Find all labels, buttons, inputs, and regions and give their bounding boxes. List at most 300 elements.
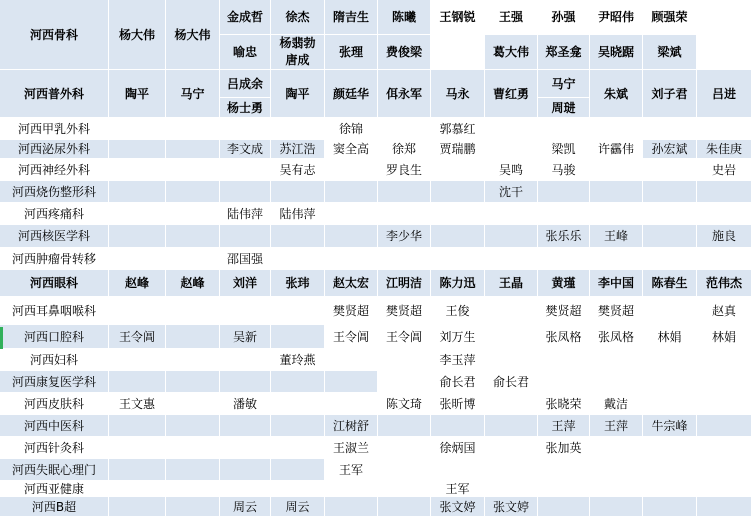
schedule-cell[interactable] xyxy=(325,140,378,159)
schedule-cell[interactable] xyxy=(697,415,752,437)
schedule-cell[interactable] xyxy=(220,349,271,371)
schedule-cell[interactable] xyxy=(378,415,431,437)
schedule-cell[interactable] xyxy=(378,118,431,140)
schedule-cell[interactable] xyxy=(431,497,485,517)
schedule-cell[interactable] xyxy=(109,371,166,393)
department-cell[interactable] xyxy=(0,181,109,203)
schedule-cell[interactable] xyxy=(109,297,166,325)
schedule-cell[interactable] xyxy=(325,481,378,497)
schedule-cell[interactable] xyxy=(220,325,271,349)
schedule-cell[interactable] xyxy=(485,393,538,415)
schedule-cell[interactable] xyxy=(325,248,378,270)
schedule-cell[interactable] xyxy=(378,248,431,270)
row-marker xyxy=(0,327,3,349)
schedule-cell[interactable] xyxy=(271,371,325,393)
schedule-cell[interactable] xyxy=(485,203,538,225)
schedule-cell[interactable] xyxy=(485,0,538,35)
schedule-cell[interactable] xyxy=(431,181,485,203)
schedule-cell[interactable] xyxy=(325,159,378,181)
schedule-cell[interactable] xyxy=(697,393,752,415)
schedule-cell[interactable] xyxy=(431,415,485,437)
schedule-cell[interactable] xyxy=(697,437,752,459)
schedule-cell[interactable] xyxy=(166,203,220,225)
schedule-cell[interactable] xyxy=(166,437,220,459)
schedule-cell[interactable] xyxy=(485,118,538,140)
schedule-cell[interactable] xyxy=(431,0,485,35)
schedule-cell[interactable] xyxy=(697,270,752,297)
schedule-cell[interactable] xyxy=(220,118,271,140)
schedule-cell[interactable] xyxy=(109,70,166,118)
schedule-cell[interactable] xyxy=(538,437,590,459)
schedule-cell[interactable] xyxy=(485,437,538,459)
schedule-cell[interactable] xyxy=(220,35,271,70)
schedule-cell[interactable] xyxy=(643,415,697,437)
schedule-cell[interactable] xyxy=(697,118,752,140)
schedule-cell[interactable] xyxy=(538,70,590,98)
schedule-cell[interactable] xyxy=(378,297,431,325)
doctor-name: 苏江浩 xyxy=(279,142,316,156)
schedule-cell[interactable] xyxy=(325,437,378,459)
schedule-cell[interactable] xyxy=(538,181,590,203)
schedule-cell[interactable] xyxy=(643,393,697,415)
schedule-cell[interactable] xyxy=(643,270,697,297)
schedule-cell[interactable] xyxy=(538,459,590,481)
schedule-cell[interactable] xyxy=(485,270,538,297)
schedule-cell[interactable] xyxy=(325,270,378,297)
schedule-cell[interactable] xyxy=(166,159,220,181)
schedule-cell[interactable] xyxy=(485,70,538,118)
department-cell[interactable] xyxy=(0,437,109,459)
schedule-cell[interactable] xyxy=(109,270,166,297)
schedule-cell[interactable] xyxy=(431,248,485,270)
schedule-cell[interactable] xyxy=(109,225,166,248)
schedule-cell[interactable] xyxy=(109,497,166,517)
schedule-cell[interactable] xyxy=(697,159,752,181)
schedule-cell[interactable] xyxy=(325,297,378,325)
schedule-cell[interactable] xyxy=(166,497,220,517)
schedule-cell[interactable] xyxy=(697,459,752,481)
schedule-cell[interactable] xyxy=(378,140,431,159)
schedule-cell[interactable] xyxy=(590,248,643,270)
schedule-cell[interactable] xyxy=(431,270,485,297)
schedule-cell[interactable] xyxy=(643,70,697,118)
schedule-cell[interactable] xyxy=(220,159,271,181)
schedule-cell[interactable] xyxy=(378,371,431,393)
department-cell[interactable] xyxy=(0,415,109,437)
department-cell[interactable] xyxy=(0,371,109,393)
schedule-cell[interactable] xyxy=(271,325,325,349)
schedule-cell[interactable] xyxy=(378,349,431,371)
schedule-cell[interactable] xyxy=(109,481,166,497)
schedule-cell[interactable] xyxy=(697,70,752,118)
schedule-cell[interactable] xyxy=(166,371,220,393)
schedule-cell[interactable] xyxy=(271,35,325,70)
schedule-cell[interactable] xyxy=(109,118,166,140)
doctor-name: 史岩 xyxy=(711,162,736,177)
schedule-cell[interactable] xyxy=(697,297,752,325)
schedule-cell[interactable] xyxy=(485,297,538,325)
doctor-name: 吴鸣 xyxy=(498,162,523,177)
schedule-cell[interactable] xyxy=(431,70,485,118)
schedule-cell[interactable] xyxy=(538,349,590,371)
schedule-cell[interactable] xyxy=(485,225,538,248)
doctor-name: 吴有志 xyxy=(279,162,316,177)
schedule-cell[interactable] xyxy=(325,70,378,118)
schedule-cell[interactable] xyxy=(590,349,643,371)
schedule-cell[interactable] xyxy=(485,248,538,270)
schedule-cell[interactable] xyxy=(485,371,538,393)
department-cell[interactable] xyxy=(0,118,109,140)
schedule-cell[interactable] xyxy=(220,70,271,98)
schedule-cell[interactable] xyxy=(378,70,431,118)
schedule-cell[interactable] xyxy=(538,118,590,140)
schedule-cell[interactable] xyxy=(166,225,220,248)
schedule-cell[interactable] xyxy=(590,270,643,297)
doctor-name: 朱斌 xyxy=(603,86,628,101)
doctor-name: 葛大伟 xyxy=(492,45,529,59)
schedule-cell[interactable] xyxy=(485,349,538,371)
schedule-cell[interactable] xyxy=(271,70,325,118)
schedule-cell[interactable] xyxy=(538,203,590,225)
schedule-cell[interactable] xyxy=(590,70,643,118)
schedule-cell[interactable] xyxy=(431,225,485,248)
doctor-name: 江树舒 xyxy=(332,418,369,433)
department-cell[interactable] xyxy=(0,481,109,497)
schedule-cell[interactable] xyxy=(109,140,166,159)
department-cell[interactable] xyxy=(0,0,109,70)
schedule-cell[interactable] xyxy=(220,98,271,118)
schedule-cell[interactable] xyxy=(697,371,752,393)
schedule-cell[interactable] xyxy=(431,393,485,415)
doctor-name: 贾瑞鹏 xyxy=(439,142,476,156)
schedule-cell[interactable] xyxy=(109,203,166,225)
schedule-cell[interactable] xyxy=(590,371,643,393)
schedule-cell[interactable] xyxy=(271,270,325,297)
department-cell[interactable] xyxy=(0,225,109,248)
schedule-cell[interactable] xyxy=(538,371,590,393)
schedule-cell[interactable] xyxy=(271,481,325,497)
schedule-cell[interactable] xyxy=(697,140,752,159)
schedule-cell[interactable] xyxy=(325,371,378,393)
schedule-cell[interactable] xyxy=(271,181,325,203)
schedule-cell[interactable] xyxy=(590,437,643,459)
schedule-cell[interactable] xyxy=(431,325,485,349)
schedule-cell[interactable] xyxy=(697,225,752,248)
schedule-cell[interactable] xyxy=(109,181,166,203)
schedule-cell[interactable] xyxy=(378,270,431,297)
doctor-name: 黄瑾 xyxy=(551,276,576,290)
schedule-cell[interactable] xyxy=(220,415,271,437)
doctor-name: 赵峰 xyxy=(180,276,205,290)
schedule-cell[interactable] xyxy=(643,481,697,497)
department-cell[interactable] xyxy=(0,497,109,517)
schedule-cell[interactable] xyxy=(325,225,378,248)
department-cell[interactable] xyxy=(0,459,109,481)
schedule-cell[interactable] xyxy=(538,225,590,248)
schedule-cell[interactable] xyxy=(431,459,485,481)
schedule-cell[interactable] xyxy=(220,297,271,325)
schedule-cell[interactable] xyxy=(166,70,220,118)
schedule-cell[interactable] xyxy=(431,349,485,371)
schedule-cell[interactable] xyxy=(431,297,485,325)
schedule-cell[interactable] xyxy=(109,248,166,270)
schedule-cell[interactable] xyxy=(325,325,378,349)
schedule-cell[interactable] xyxy=(271,437,325,459)
department-cell[interactable] xyxy=(0,325,109,349)
department-name: 河西耳鼻咽喉科 xyxy=(11,303,96,318)
doctor-name: 张加英 xyxy=(545,440,582,455)
schedule-cell[interactable] xyxy=(378,225,431,248)
schedule-cell[interactable] xyxy=(431,203,485,225)
department-cell[interactable] xyxy=(0,159,109,181)
schedule-cell[interactable] xyxy=(325,181,378,203)
schedule-cell[interactable] xyxy=(220,270,271,297)
schedule-cell[interactable] xyxy=(643,349,697,371)
schedule-cell[interactable] xyxy=(109,0,166,70)
schedule-cell[interactable] xyxy=(271,140,325,159)
schedule-cell[interactable] xyxy=(220,225,271,248)
doctor-name: 徐锦 xyxy=(338,121,363,136)
schedule-cell[interactable] xyxy=(109,349,166,371)
schedule-cell[interactable] xyxy=(643,459,697,481)
schedule-cell[interactable] xyxy=(109,415,166,437)
schedule-cell[interactable] xyxy=(271,225,325,248)
schedule-cell[interactable] xyxy=(378,325,431,349)
schedule-cell[interactable] xyxy=(271,349,325,371)
schedule-cell[interactable] xyxy=(643,35,697,70)
doctor-name: 陈力迅 xyxy=(439,276,476,290)
schedule-cell[interactable] xyxy=(538,35,590,70)
schedule-cell[interactable] xyxy=(166,270,220,297)
doctor-name: 隋吉生 xyxy=(332,10,369,24)
schedule-cell[interactable] xyxy=(271,248,325,270)
department-cell[interactable] xyxy=(0,203,109,225)
doctor-name: 赵峰 xyxy=(124,276,149,290)
schedule-cell[interactable] xyxy=(590,181,643,203)
schedule-cell[interactable] xyxy=(590,118,643,140)
schedule-cell[interactable] xyxy=(538,0,590,35)
schedule-cell[interactable] xyxy=(538,248,590,270)
schedule-cell[interactable] xyxy=(378,0,431,35)
schedule-cell[interactable] xyxy=(166,459,220,481)
schedule-cell[interactable] xyxy=(538,325,590,349)
schedule-cell[interactable] xyxy=(697,248,752,270)
schedule-cell[interactable] xyxy=(697,497,752,517)
schedule-cell[interactable] xyxy=(643,203,697,225)
schedule-cell[interactable] xyxy=(109,459,166,481)
schedule-cell[interactable] xyxy=(643,159,697,181)
schedule-cell[interactable] xyxy=(325,459,378,481)
department-name: 河西核医学科 xyxy=(17,229,90,243)
doctor-name: 陆伟萍 xyxy=(226,206,263,221)
schedule-cell[interactable] xyxy=(271,0,325,35)
schedule-cell[interactable] xyxy=(378,181,431,203)
schedule-cell[interactable] xyxy=(378,481,431,497)
schedule-cell[interactable] xyxy=(643,437,697,459)
schedule-cell[interactable] xyxy=(590,481,643,497)
schedule-cell[interactable] xyxy=(220,203,271,225)
doctor-name: 陆伟萍 xyxy=(279,206,316,221)
schedule-cell[interactable] xyxy=(485,481,538,497)
schedule-cell[interactable] xyxy=(643,248,697,270)
schedule-cell[interactable] xyxy=(431,481,485,497)
schedule-cell[interactable] xyxy=(166,415,220,437)
schedule-cell[interactable] xyxy=(590,0,643,35)
schedule-cell[interactable] xyxy=(485,35,538,70)
schedule-cell[interactable] xyxy=(166,0,220,70)
schedule-cell[interactable] xyxy=(109,159,166,181)
schedule-cell[interactable] xyxy=(590,297,643,325)
schedule-cell[interactable] xyxy=(325,415,378,437)
schedule-cell[interactable] xyxy=(109,325,166,349)
doctor-name: 张玮 xyxy=(285,276,310,290)
schedule-cell[interactable] xyxy=(325,118,378,140)
schedule-cell[interactable] xyxy=(325,349,378,371)
schedule-cell[interactable] xyxy=(271,118,325,140)
schedule-cell[interactable] xyxy=(697,325,752,349)
schedule-cell[interactable] xyxy=(590,415,643,437)
schedule-cell[interactable] xyxy=(166,393,220,415)
department-cell[interactable] xyxy=(0,140,109,159)
schedule-cell[interactable] xyxy=(590,393,643,415)
schedule-cell[interactable] xyxy=(166,140,220,159)
schedule-cell[interactable] xyxy=(109,393,166,415)
schedule-cell[interactable] xyxy=(378,437,431,459)
schedule-cell[interactable] xyxy=(271,459,325,481)
schedule-cell[interactable] xyxy=(271,159,325,181)
schedule-cell[interactable] xyxy=(166,481,220,497)
schedule-cell[interactable] xyxy=(590,497,643,517)
schedule-cell[interactable] xyxy=(431,371,485,393)
department-name: 河西甲乳外科 xyxy=(17,121,90,136)
schedule-cell[interactable] xyxy=(325,35,378,70)
schedule-cell[interactable] xyxy=(485,325,538,349)
schedule-cell[interactable] xyxy=(590,35,643,70)
schedule-cell[interactable] xyxy=(220,393,271,415)
schedule-cell[interactable] xyxy=(431,140,485,159)
department-cell[interactable] xyxy=(0,270,109,297)
schedule-cell[interactable] xyxy=(643,325,697,349)
schedule-cell[interactable] xyxy=(271,497,325,517)
department-cell[interactable] xyxy=(0,349,109,371)
schedule-cell[interactable] xyxy=(538,481,590,497)
doctor-name: 王令阊 xyxy=(332,329,369,344)
schedule-cell[interactable] xyxy=(697,0,752,70)
schedule-cell[interactable] xyxy=(166,181,220,203)
schedule-cell[interactable] xyxy=(643,497,697,517)
schedule-cell[interactable] xyxy=(220,371,271,393)
schedule-cell[interactable] xyxy=(271,393,325,415)
schedule-cell[interactable] xyxy=(643,371,697,393)
schedule-cell[interactable] xyxy=(538,98,590,118)
schedule-cell[interactable] xyxy=(538,159,590,181)
schedule-cell[interactable] xyxy=(220,481,271,497)
department-cell[interactable] xyxy=(0,297,109,325)
schedule-cell[interactable] xyxy=(431,159,485,181)
schedule-cell[interactable] xyxy=(325,203,378,225)
schedule-cell[interactable] xyxy=(271,415,325,437)
schedule-cell[interactable] xyxy=(220,459,271,481)
schedule-cell[interactable] xyxy=(109,437,166,459)
schedule-cell[interactable] xyxy=(643,0,697,35)
schedule-cell[interactable] xyxy=(378,203,431,225)
schedule-cell[interactable] xyxy=(485,459,538,481)
schedule-cell[interactable] xyxy=(378,159,431,181)
doctor-name: 陶平 xyxy=(124,86,149,101)
schedule-cell[interactable] xyxy=(166,325,220,349)
schedule-cell[interactable] xyxy=(220,0,271,35)
schedule-cell[interactable] xyxy=(220,248,271,270)
schedule-cell[interactable] xyxy=(590,225,643,248)
schedule-cell[interactable] xyxy=(697,181,752,203)
schedule-cell[interactable] xyxy=(590,203,643,225)
schedule-cell[interactable] xyxy=(378,497,431,517)
schedule-cell[interactable] xyxy=(485,140,538,159)
schedule-cell[interactable] xyxy=(538,140,590,159)
schedule-cell[interactable] xyxy=(220,437,271,459)
schedule-cell[interactable] xyxy=(378,35,431,70)
schedule-cell[interactable] xyxy=(220,497,271,517)
department-cell[interactable] xyxy=(0,393,109,415)
schedule-cell[interactable] xyxy=(643,297,697,325)
schedule-cell[interactable] xyxy=(220,140,271,159)
schedule-cell[interactable] xyxy=(220,181,271,203)
schedule-cell[interactable] xyxy=(697,349,752,371)
schedule-cell[interactable] xyxy=(643,118,697,140)
schedule-cell[interactable] xyxy=(378,459,431,481)
schedule-cell[interactable] xyxy=(166,248,220,270)
schedule-cell[interactable] xyxy=(325,393,378,415)
schedule-cell[interactable] xyxy=(378,393,431,415)
schedule-cell[interactable] xyxy=(643,140,697,159)
schedule-cell[interactable] xyxy=(166,118,220,140)
schedule-cell[interactable] xyxy=(538,415,590,437)
schedule-cell[interactable] xyxy=(431,437,485,459)
doctor-name: 杨士勇 xyxy=(226,100,263,115)
department-name: 河西康复医学科 xyxy=(11,374,96,389)
schedule-cell[interactable] xyxy=(271,297,325,325)
schedule-cell[interactable] xyxy=(538,270,590,297)
schedule-cell[interactable] xyxy=(485,415,538,437)
schedule-cell[interactable] xyxy=(538,393,590,415)
schedule-cell[interactable] xyxy=(485,497,538,517)
doctor-name: 沈干 xyxy=(498,184,523,199)
schedule-cell[interactable] xyxy=(166,297,220,325)
schedule-cell[interactable] xyxy=(485,181,538,203)
schedule-cell[interactable] xyxy=(590,140,643,159)
schedule-cell[interactable] xyxy=(431,35,485,70)
department-cell[interactable] xyxy=(0,248,109,270)
schedule-cell[interactable] xyxy=(325,497,378,517)
doctor-name: 吴新 xyxy=(232,329,257,344)
schedule-cell[interactable] xyxy=(697,203,752,225)
doctor-name: 张晓荣 xyxy=(545,396,582,411)
schedule-cell[interactable] xyxy=(590,325,643,349)
schedule-cell[interactable] xyxy=(697,481,752,497)
schedule-cell[interactable] xyxy=(166,349,220,371)
schedule-cell[interactable] xyxy=(590,459,643,481)
schedule-cell[interactable] xyxy=(643,181,697,203)
department-cell[interactable] xyxy=(0,70,109,118)
schedule-cell[interactable] xyxy=(271,203,325,225)
schedule-cell[interactable] xyxy=(643,225,697,248)
schedule-cell[interactable] xyxy=(325,0,378,35)
schedule-cell[interactable] xyxy=(431,118,485,140)
schedule-cell[interactable] xyxy=(538,297,590,325)
schedule-cell[interactable] xyxy=(485,159,538,181)
schedule-cell[interactable] xyxy=(538,497,590,517)
schedule-cell[interactable] xyxy=(590,159,643,181)
